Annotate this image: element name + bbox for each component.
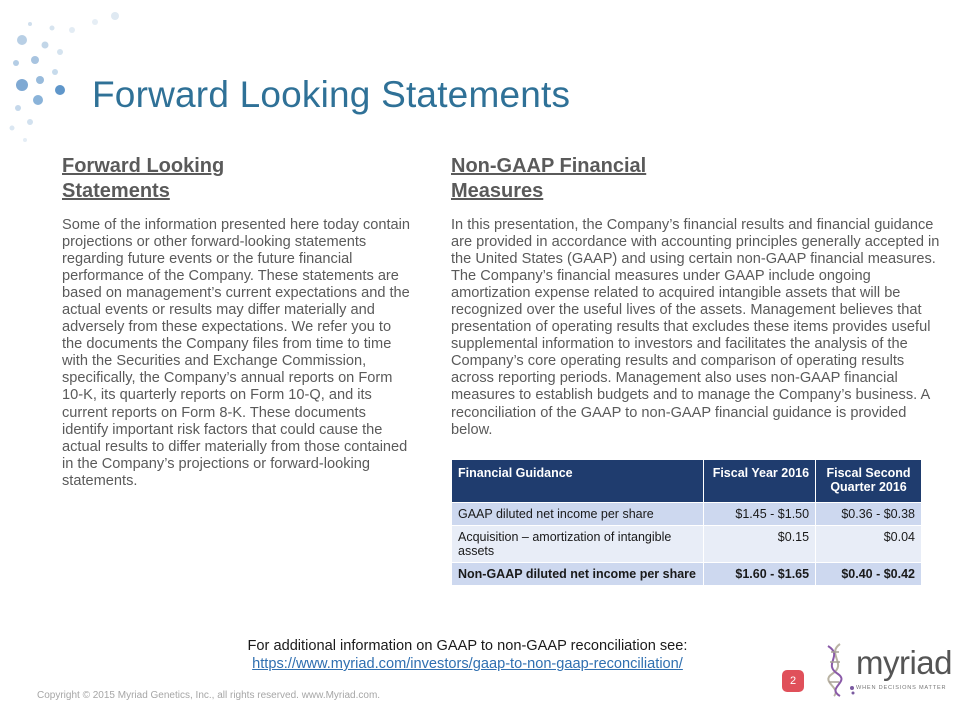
row-year-value: $1.60 - $1.65 xyxy=(704,563,816,586)
forward-looking-column xyxy=(62,154,412,490)
header-financial-guidance: Financial Guidance xyxy=(452,460,704,503)
row-year-value: $1.45 - $1.50 xyxy=(704,503,816,526)
logo-tagline: WHEN DECISIONS MATTER xyxy=(856,685,947,691)
reconciliation-link[interactable]: https://www.myriad.com/investors/gaap-to-non-gaap-reconciliation/ xyxy=(252,656,683,672)
row-label: Non-GAAP diluted net income per share xyxy=(452,563,704,586)
row-label: Acquisition – amortization of intangible assets xyxy=(452,526,704,563)
slide-title: Forward Looking Statements xyxy=(92,74,571,115)
helix-icon xyxy=(818,642,858,698)
forward-looking-body: Some of the information presented here today contain projections or other forward-looking statements regarding future events or the future financial performance of the Company. These statements are based on management’s current expectations and the actual events or results may differ materially and adversely from these expectations. We refer you to the documents the Company files from time to time with the Securities and Exchange Commission, specifically, the Company’s annual reports on Form 10-K, its quarterly reports on Form 10-Q, and its current reports on Form 8-K. These documents identify important risk factors that could cause the actual results to differ materially from those contained in the Company’s projections or forward-looking statements. xyxy=(62,217,411,489)
table-row xyxy=(452,503,922,526)
row-year-value: $0.15 xyxy=(704,526,816,563)
row-label: GAAP diluted net income per share xyxy=(452,503,704,526)
header-fiscal-year: Fiscal Year 2016 xyxy=(704,460,816,503)
forward-looking-heading: Forward Looking Statements xyxy=(62,155,225,202)
myriad-logo xyxy=(818,640,953,700)
non-gaap-column xyxy=(451,154,946,439)
table-row xyxy=(452,563,922,586)
row-quarter-value: $0.40 - $0.42 xyxy=(816,563,922,586)
header-fiscal-quarter: Fiscal Second Quarter 2016 xyxy=(816,460,922,503)
row-quarter-value: $0.04 xyxy=(816,526,922,563)
table-row xyxy=(452,526,922,563)
page-number-badge: 2 xyxy=(782,670,804,692)
table-header-row xyxy=(452,460,922,503)
logo-wordmark: myriad xyxy=(856,644,953,681)
additional-info-text: For additional information on GAAP to non-GAAP reconciliation see: xyxy=(247,638,688,654)
additional-info xyxy=(190,637,745,673)
financial-guidance-table xyxy=(451,459,922,586)
row-quarter-value: $0.36 - $0.38 xyxy=(816,503,922,526)
non-gaap-heading: Non-GAAP Financial Measures xyxy=(451,155,647,202)
non-gaap-body: In this presentation, the Company’s financial results and financial guidance are provided in accordance with accounting principles generally accepted in the United States (GAAP) and using certain non-GAAP financial measures. The Company’s financial measures under GAAP include ongoing amortization expense related to acquired intangible assets that will be recognized over the useful lives of the assets. Management believes that presentation of operating results that excludes these items provides useful supplemental information to investors and facilitates the analysis of the Company’s core operating results and comparison of operating results across reporting periods. Management also uses non-GAAP financial measures to establish budgets and to manage the Company’s business. A reconciliation of the GAAP to non-GAAP financial guidance is provided below. xyxy=(451,217,940,438)
copyright-footer: Copyright © 2015 Myriad Genetics, Inc., all rights reserved. www.Myriad.com. xyxy=(37,690,381,701)
